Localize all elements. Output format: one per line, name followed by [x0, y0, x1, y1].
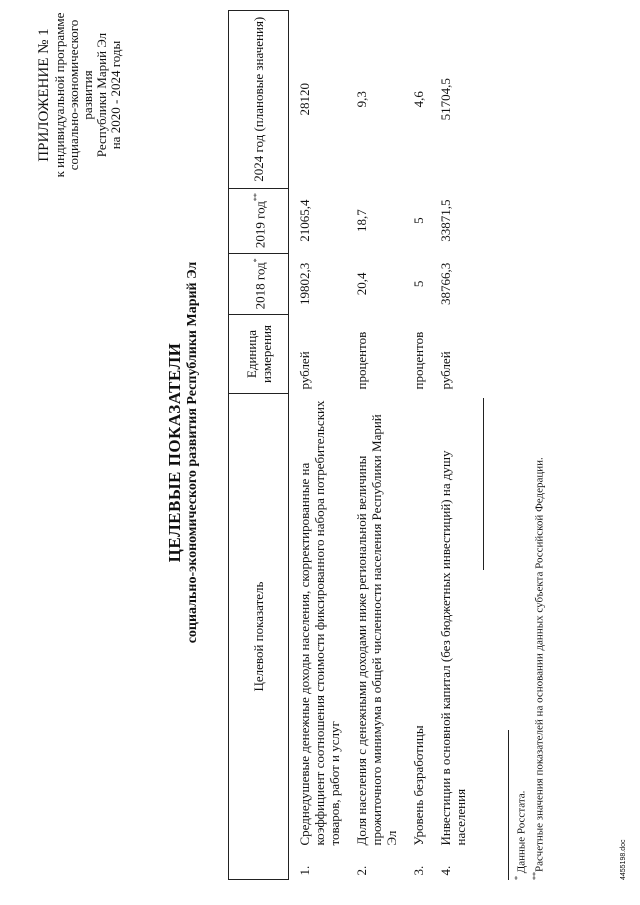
appendix-block [36, 5, 123, 185]
header-2018-label: 2018 год [252, 262, 268, 310]
row-indicator: Уровень безработицы [411, 725, 426, 846]
footnote-divider [508, 730, 509, 880]
header-2024: 2024 год (плановые значения) [229, 11, 289, 189]
header-2019 [229, 188, 289, 253]
row-indicator: Доля населения с денежными доходами ниже региональной величины прожиточного минимума в общей численности населения Республики Марий Эл [354, 414, 399, 846]
row-number: 1. [297, 865, 312, 876]
footnote-2 [529, 280, 547, 880]
row-unit: процентов [354, 331, 369, 390]
row-value-2018: 5 [411, 280, 426, 288]
table-row [289, 11, 347, 880]
appendix-title: ПРИЛОЖЕНИЕ № 1 [36, 28, 52, 162]
appendix-line: на 2020 - 2024 годы [108, 40, 123, 150]
footnote-1 [511, 280, 529, 880]
footnote-1-mark: * [513, 876, 522, 880]
page-subtitle: социально-экономического развития Республики Марий Эл [185, 261, 200, 644]
row-value-2019: 18,7 [354, 209, 369, 233]
row-unit: рублей [297, 351, 312, 390]
table-row [403, 11, 430, 880]
row-number: 3. [411, 865, 426, 876]
row-value-2018: 20,4 [354, 272, 369, 296]
page-title: ЦЕЛЕВЫЕ ПОКАЗАТЕЛИ [165, 342, 184, 563]
row-value-2018: 38766,3 [438, 262, 453, 306]
appendix-line: к индивидуальной программе [52, 12, 67, 178]
footnotes [511, 280, 546, 880]
row-indicator: Среднедушевые денежные доходы населения, скорректированные на коэффициент соотношения стоимости фиксированного набора потребительских товаров, работ и услуг [297, 400, 342, 846]
table-row [430, 11, 472, 880]
table-header-row [229, 11, 289, 880]
appendix-line: социально-экономического развития [66, 19, 95, 171]
row-value-2019: 5 [411, 217, 426, 224]
row-value-2019: 33871,5 [438, 199, 453, 242]
header-2019-label: 2019 год [252, 201, 268, 249]
document-reference: 4455198.doc [620, 839, 627, 880]
row-number: 4. [438, 865, 453, 876]
footnote-1-text: Данные Росстата. [515, 790, 528, 874]
header-2019-mark: ** [252, 193, 262, 202]
header-2018 [229, 253, 289, 314]
appendix-line: Республики Марий Эл [94, 32, 109, 158]
footnote-2-mark: ** [530, 872, 540, 880]
header-2018-mark: * [252, 258, 262, 263]
separator-line [483, 398, 484, 570]
row-value-2024: 51704,5 [438, 78, 453, 121]
row-unit: процентов [411, 331, 426, 390]
row-value-2018: 19802,3 [297, 262, 312, 306]
row-indicator: Инвестиции в основной капитал (без бюджетных инвестиций) на душу населения [438, 450, 468, 846]
row-value-2024: 9,3 [354, 91, 369, 108]
row-value-2024: 4,6 [411, 91, 426, 108]
row-number: 2. [354, 865, 369, 876]
row-value-2019: 21065,4 [297, 199, 312, 242]
row-unit: рублей [438, 351, 453, 390]
header-unit: Единица измерения [229, 315, 289, 394]
indicators-table [228, 10, 472, 880]
row-value-2024: 28120 [297, 83, 312, 116]
header-indicator: Целевой показатель [229, 394, 289, 880]
footnote-2-text: Расчетные значения показателей на основании данных субъекта Российской Федерации. [533, 457, 546, 872]
table-row [346, 11, 403, 880]
